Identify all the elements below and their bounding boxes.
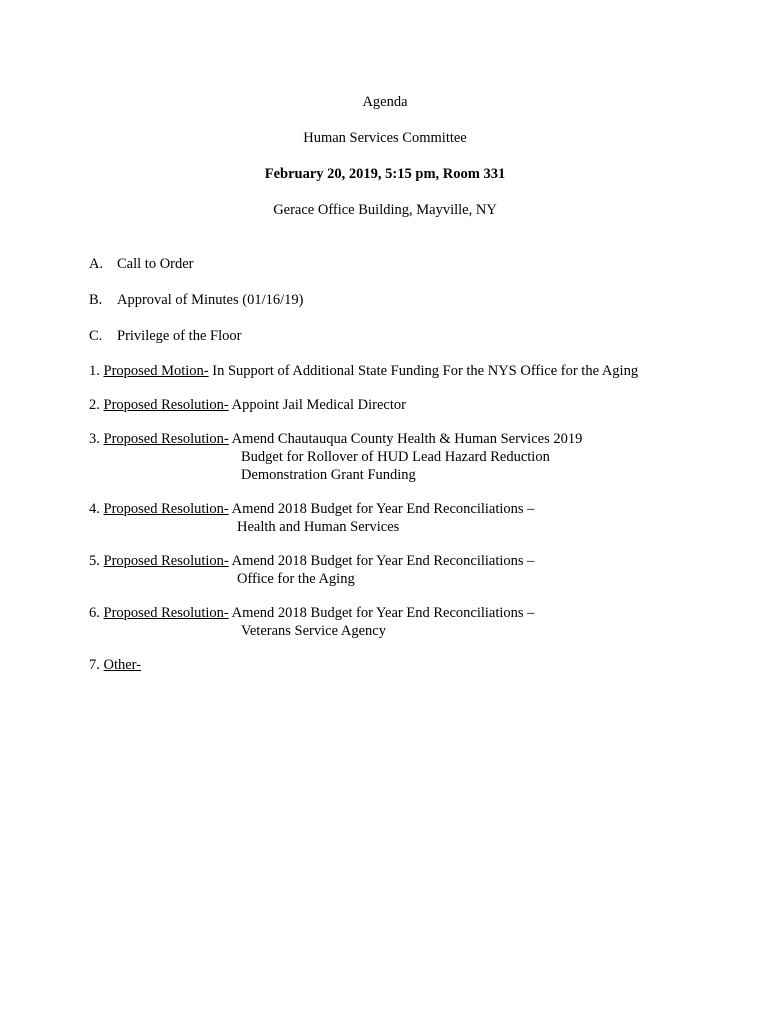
item-label: Proposed Resolution- — [103, 397, 229, 413]
item-text-continued: Veterans Service Agency — [241, 623, 386, 639]
item-number: 5. — [89, 553, 100, 569]
meeting-date-line: February 20, 2019, 5:15 pm, Room 331 — [264, 166, 506, 182]
item-text: Amend 2018 Budget for Year End Reconciliations – — [231, 501, 535, 517]
agenda-list — [89, 254, 729, 674]
agenda-item-7 — [89, 656, 729, 674]
item-label: Proposed Motion- — [103, 363, 209, 379]
agenda-item-4 — [89, 500, 729, 536]
document-title: Agenda — [362, 94, 408, 110]
agenda-item-a — [89, 254, 729, 274]
item-text-continued: Budget for Rollover of HUD Lead Hazard Reduction — [241, 449, 550, 465]
item-text: Amend 2018 Budget for Year End Reconciliations – — [231, 605, 535, 621]
agenda-item-2 — [89, 396, 729, 414]
item-text: Approval of Minutes (01/16/19) — [117, 292, 304, 308]
item-text: In Support of Additional State Funding For the NYS Office for the Aging — [212, 363, 639, 379]
item-label: Proposed Resolution- — [103, 605, 229, 621]
item-text: Amend Chautauqua County Health & Human Services 2019 — [231, 431, 583, 447]
item-number: 2. — [89, 397, 100, 413]
item-text-continued: Office for the Aging — [237, 571, 355, 587]
agenda-item-6 — [89, 604, 729, 640]
item-label: Proposed Resolution- — [103, 501, 229, 517]
item-number: 4. — [89, 501, 100, 517]
item-marker: C. — [89, 328, 103, 344]
agenda-item-c — [89, 326, 729, 346]
item-label: Proposed Resolution- — [103, 431, 229, 447]
item-text: Privilege of the Floor — [117, 328, 242, 344]
agenda-item-5 — [89, 552, 729, 588]
item-text-continued: Demonstration Grant Funding — [241, 467, 416, 483]
item-number: 1. — [89, 363, 100, 379]
item-text: Amend 2018 Budget for Year End Reconciliations – — [231, 553, 535, 569]
item-label: Other- — [103, 657, 142, 673]
agenda-item-1 — [89, 362, 729, 380]
agenda-item-b — [89, 290, 729, 310]
item-marker: B. — [89, 292, 103, 308]
item-text-continued: Health and Human Services — [237, 519, 400, 535]
item-text: Appoint Jail Medical Director — [231, 397, 406, 413]
meeting-location: Gerace Office Building, Mayville, NY — [273, 202, 497, 218]
item-label: Proposed Resolution- — [103, 553, 229, 569]
item-number: 3. — [89, 431, 100, 447]
item-marker: A. — [89, 256, 104, 272]
item-number: 6. — [89, 605, 100, 621]
committee-name: Human Services Committee — [303, 130, 467, 146]
item-number: 7. — [89, 657, 100, 673]
agenda-item-3 — [89, 430, 729, 484]
item-text: Call to Order — [117, 256, 194, 272]
